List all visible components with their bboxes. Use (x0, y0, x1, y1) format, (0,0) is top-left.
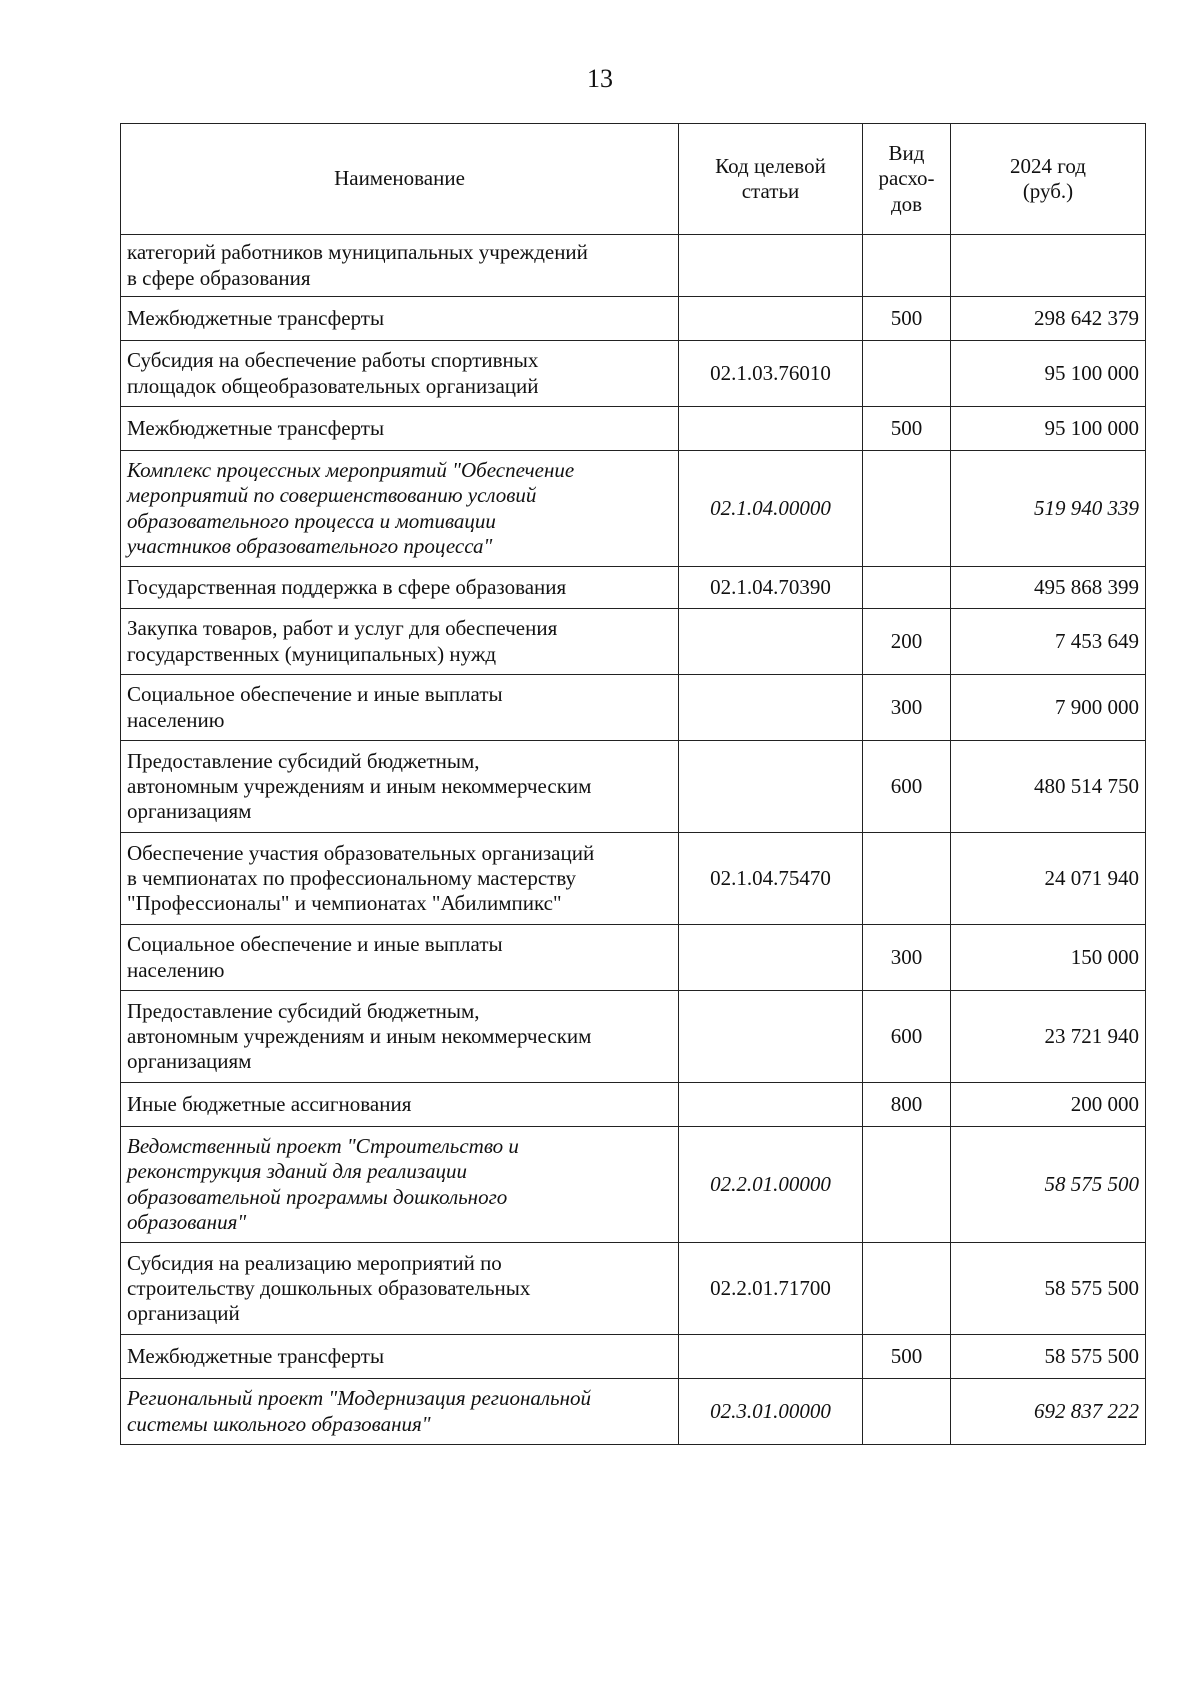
row-name: Субсидия на реализацию мероприятий по строительству дошкольных образовательных организаций (121, 1243, 679, 1335)
table-row (121, 235, 1146, 297)
row-code: 02.1.04.00000 (679, 451, 863, 567)
row-amount: 7 453 649 (951, 609, 1146, 675)
row-expense-type (863, 341, 951, 407)
row-code: 02.1.04.75470 (679, 833, 863, 925)
row-name: Комплекс процессных мероприятий "Обеспечение мероприятий по совершенствованию условий образовательного процесса и мотивации участников образовательного процесса" (121, 451, 679, 567)
row-code: 02.2.01.00000 (679, 1127, 863, 1243)
row-amount: 95 100 000 (951, 407, 1146, 451)
row-name: Предоставление субсидий бюджетным, автономным учреждениям и иным некоммерческим организациям (121, 991, 679, 1083)
row-amount: 150 000 (951, 925, 1146, 991)
table-row (121, 341, 1146, 407)
table-row (121, 675, 1146, 741)
row-amount: 200 000 (951, 1083, 1146, 1127)
row-expense-type: 500 (863, 1335, 951, 1379)
row-amount: 58 575 500 (951, 1335, 1146, 1379)
row-amount: 58 575 500 (951, 1127, 1146, 1243)
row-code: 02.1.03.76010 (679, 341, 863, 407)
header-name: Наименование (121, 124, 679, 235)
row-code (679, 741, 863, 833)
table-row (121, 1243, 1146, 1335)
row-amount: 58 575 500 (951, 1243, 1146, 1335)
row-amount: 692 837 222 (951, 1379, 1146, 1445)
row-expense-type (863, 235, 951, 297)
table-row (121, 609, 1146, 675)
row-code: 02.2.01.71700 (679, 1243, 863, 1335)
row-amount: 519 940 339 (951, 451, 1146, 567)
table-row (121, 1379, 1146, 1445)
row-code: 02.1.04.70390 (679, 567, 863, 609)
row-expense-type (863, 567, 951, 609)
row-amount: 495 868 399 (951, 567, 1146, 609)
table-row (121, 741, 1146, 833)
row-code (679, 925, 863, 991)
row-expense-type: 500 (863, 407, 951, 451)
row-name: Региональный проект "Модернизация региональной системы школьного образования" (121, 1379, 679, 1445)
header-code: Код целевой статьи (679, 124, 863, 235)
row-amount: 298 642 379 (951, 297, 1146, 341)
table-row (121, 1127, 1146, 1243)
row-amount (951, 235, 1146, 297)
table-row (121, 297, 1146, 341)
row-expense-type: 600 (863, 741, 951, 833)
table-row (121, 925, 1146, 991)
table-row (121, 833, 1146, 925)
table-header-row (121, 124, 1146, 235)
row-name: Ведомственный проект "Строительство и реконструкция зданий для реализации образовательной программы дошкольного образования" (121, 1127, 679, 1243)
row-code (679, 609, 863, 675)
row-name: Закупка товаров, работ и услуг для обеспечения государственных (муниципальных) нужд (121, 609, 679, 675)
row-name: Социальное обеспечение и иные выплаты населению (121, 675, 679, 741)
row-amount: 7 900 000 (951, 675, 1146, 741)
row-name: Межбюджетные трансферты (121, 407, 679, 451)
row-amount: 480 514 750 (951, 741, 1146, 833)
row-amount: 23 721 940 (951, 991, 1146, 1083)
row-expense-type: 300 (863, 675, 951, 741)
row-code: 02.3.01.00000 (679, 1379, 863, 1445)
table-row (121, 451, 1146, 567)
table-row (121, 1083, 1146, 1127)
table-row (121, 407, 1146, 451)
row-name: Государственная поддержка в сфере образования (121, 567, 679, 609)
row-expense-type (863, 1379, 951, 1445)
row-expense-type (863, 1243, 951, 1335)
row-name: Межбюджетные трансферты (121, 1335, 679, 1379)
row-code (679, 1083, 863, 1127)
row-expense-type (863, 451, 951, 567)
row-name: Иные бюджетные ассигнования (121, 1083, 679, 1127)
row-code (679, 675, 863, 741)
row-expense-type: 600 (863, 991, 951, 1083)
row-expense-type: 500 (863, 297, 951, 341)
table-row (121, 1335, 1146, 1379)
header-type: Вид расхо- дов (863, 124, 951, 235)
table-row (121, 567, 1146, 609)
budget-table (120, 123, 1146, 1445)
row-name: категорий работников муниципальных учреждений в сфере образования (121, 235, 679, 297)
row-name: Предоставление субсидий бюджетным, автономным учреждениям и иным некоммерческим организациям (121, 741, 679, 833)
page-number: 13 (587, 64, 613, 93)
row-amount: 95 100 000 (951, 341, 1146, 407)
header-amount: 2024 год (руб.) (951, 124, 1146, 235)
row-name: Обеспечение участия образовательных организаций в чемпионатах по профессиональному мастерству "Профессионалы" и чемпионатах "Абилимпикс" (121, 833, 679, 925)
row-expense-type (863, 1127, 951, 1243)
table-row (121, 991, 1146, 1083)
row-expense-type: 300 (863, 925, 951, 991)
row-amount: 24 071 940 (951, 833, 1146, 925)
row-code (679, 297, 863, 341)
row-code (679, 407, 863, 451)
row-code (679, 235, 863, 297)
row-expense-type (863, 833, 951, 925)
row-code (679, 991, 863, 1083)
row-expense-type: 200 (863, 609, 951, 675)
row-code (679, 1335, 863, 1379)
row-name: Межбюджетные трансферты (121, 297, 679, 341)
row-expense-type: 800 (863, 1083, 951, 1127)
row-name: Социальное обеспечение и иные выплаты населению (121, 925, 679, 991)
row-name: Субсидия на обеспечение работы спортивных площадок общеобразовательных организаций (121, 341, 679, 407)
